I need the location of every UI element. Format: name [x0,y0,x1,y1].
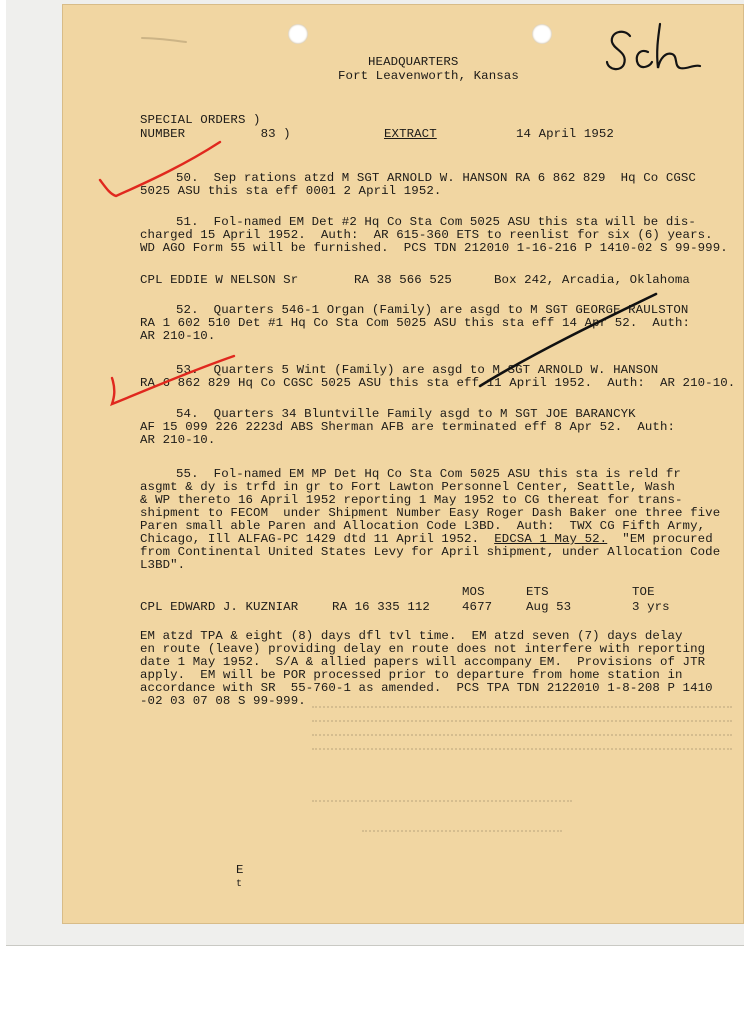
bleed-through [312,734,732,737]
person-name: CPL EDWARD J. KUZNIAR [140,600,299,614]
mos-header: MOS [462,585,485,599]
edcsa-date: EDCSA 1 May 52. [494,532,608,546]
paragraph-51-line: WD AGO Form 55 will be furnished. PCS TDN 212010 1-16-216 P 1410-02 S 99-999. [140,241,728,255]
orders-date: 14 April 1952 [516,127,614,141]
closing-line: date 1 May 1952. S/A & allied papers will accompany EM. Provisions of JTR [140,655,706,669]
paragraph-55-text: "EM procured [607,532,713,546]
bleed-through [312,800,572,803]
person-mos: 4677 [462,600,493,614]
headquarters-title: HEADQUARTERS [368,55,459,69]
bleed-through [312,706,732,709]
footer-mark: E [236,863,244,877]
paragraph-52-line: AR 210-10. [140,329,216,343]
paragraph-53-line: 53. Quarters 5 Wint (Family) are asgd to M SGT ARNOLD W. HANSON [176,363,659,377]
bleed-through [362,830,562,833]
headquarters-location: Fort Leavenworth, Kansas [338,69,519,83]
extract-heading: EXTRACT [384,127,437,141]
paragraph-51-line: charged 15 April 1952. Auth: AR 615-360 ETS to reenlist for six (6) years. [140,228,713,242]
paragraph-55-line: & WP thereto 16 April 1952 reporting 1 May 1952 to CG thereat for trans- [140,493,683,507]
orders-label-line2: NUMBER 83 ) [140,127,291,141]
person-toe: 3 yrs [632,600,670,614]
ets-header: ETS [526,585,549,599]
person-serial: RA 16 335 112 [332,600,430,614]
paragraph-55-line: from Continental United States Levy for April shipment, under Allocation Code [140,545,721,559]
paragraph-55-line: L3BD". [140,558,186,572]
punch-hole [288,24,308,44]
handwritten-initials [602,18,712,78]
paragraph-55-line: 55. Fol-named EM MP Det Hq Co Sta Com 5025 ASU this sta is reld fr [176,467,681,481]
person-ets: Aug 53 [526,600,572,614]
paragraph-55-line: asgmt & dy is trfd in gr to Fort Lawton Personnel Center, Seattle, Wash [140,480,676,494]
orders-label-line1: SPECIAL ORDERS ) [140,113,261,127]
closing-line: apply. EM will be POR processed prior to departure from home station in [140,668,683,682]
person-address: Box 242, Arcadia, Oklahoma [494,273,690,287]
paragraph-53-line: RA 6 862 829 Hq Co CGSC 5025 ASU this sta eff 11 April 1952. Auth: AR 210-10. [140,376,736,390]
paper-crease [142,38,186,42]
closing-line: accordance with SR 55-760-1 as amended. PCS TPA TDN 2122010 1-8-208 P 1410 [140,681,713,695]
closing-line: EM atzd TPA & eight (8) days dfl tvl time. EM atzd seven (7) days delay [140,629,683,643]
paragraph-54-line: AF 15 099 226 2223d ABS Sherman AFB are terminated eff 8 Apr 52. Auth: [140,420,676,434]
person-serial: RA 38 566 525 [354,273,452,287]
paragraph-54-line: 54. Quarters 34 Bluntville Family asgd to M SGT JOE BARANCYK [176,407,636,421]
paragraph-54-line: AR 210-10. [140,433,216,447]
paragraph-50-line: 5025 ASU this sta eff 0001 2 April 1952. [140,184,442,198]
closing-line: en route (leave) providing delay en route does not interfere with reporting [140,642,706,656]
paragraph-50-line: 50. Sep rations atzd M SGT ARNOLD W. HANSON RA 6 862 829 Hq Co CGSC [176,171,696,185]
paragraph-55-text: Chicago, Ill ALFAG-PC 1429 dtd 11 April 1952. [140,532,495,546]
person-name: CPL EDDIE W NELSON Sr [140,273,299,287]
paragraph-55-line: shipment to FECOM under Shipment Number Easy Roger Dash Baker one three five [140,506,721,520]
footer-mark: t [236,879,243,890]
bleed-through [312,748,732,751]
toe-header: TOE [632,585,655,599]
annotation-marks [62,4,744,924]
paragraph-52-line: 52. Quarters 546-1 Organ (Family) are asgd to M SGT GEORGE RAULSTON [176,303,689,317]
paragraph-55-line: Paren small able Paren and Allocation Code L3BD. Auth: TWX CG Fifth Army, [140,519,706,533]
closing-line: -02 03 07 08 S 99-999. [140,694,306,708]
paragraph-51-line: 51. Fol-named EM Det #2 Hq Co Sta Com 5025 ASU this sta will be dis- [176,215,696,229]
bleed-through [312,720,732,723]
paragraph-52-line: RA 1 602 510 Det #1 Hq Co Sta Com 5025 ASU this sta eff 14 Apr 52. Auth: [140,316,691,330]
punch-hole [532,24,552,44]
document-page [62,4,744,924]
